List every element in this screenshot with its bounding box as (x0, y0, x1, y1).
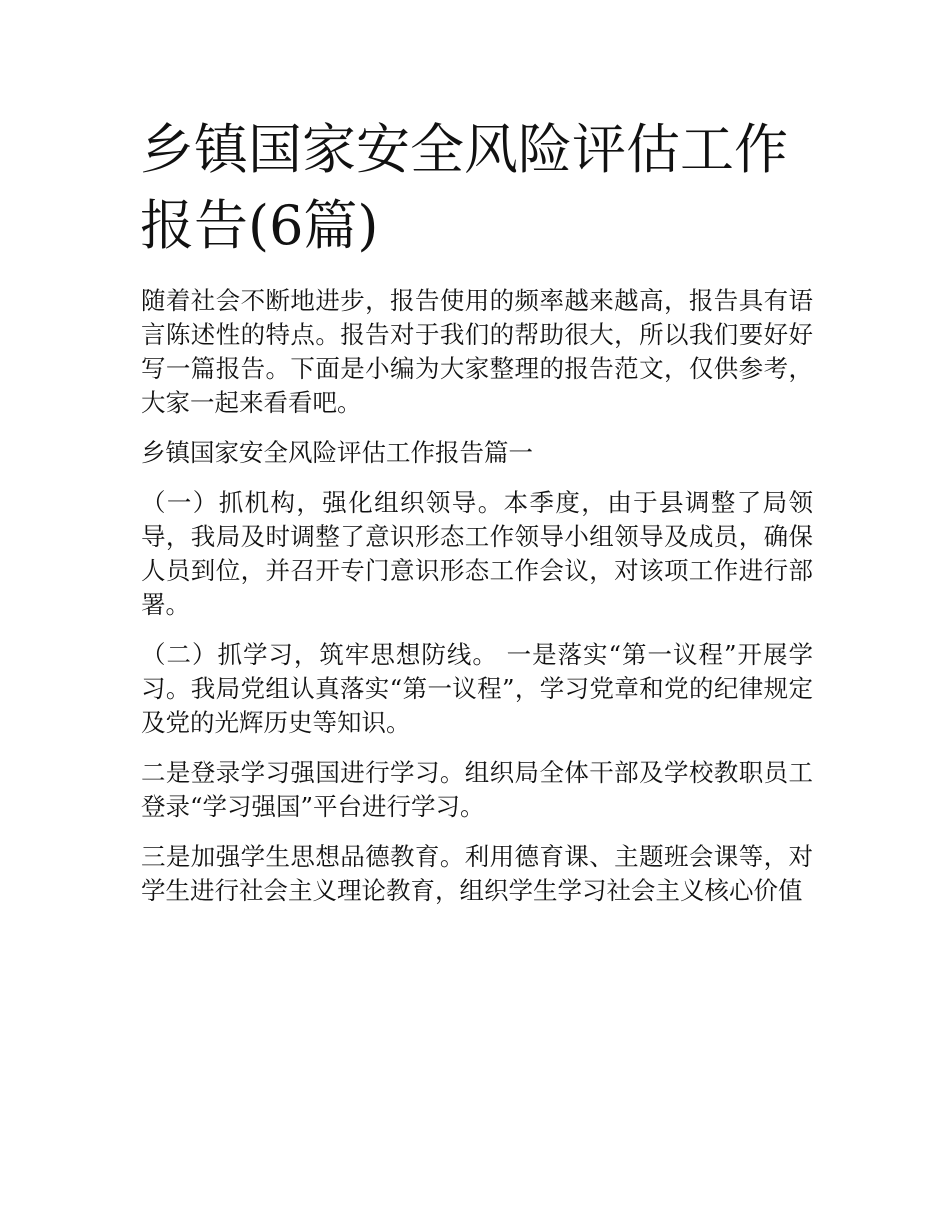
section-heading: 乡镇国家安全风险评估工作报告篇一 (141, 438, 533, 467)
intro-paragraph: 随着社会不断地进步，报告使用的频率越来越高，报告具有语言陈述性的特点。报告对于我们的帮助很大，所以我们要好好写一篇报告。下面是小编为大家整理的报告范文，仅供参考，大家一起来看看吧。 (141, 286, 813, 417)
body-paragraph: 三是加强学生思想品德教育。利用德育课、主题班会课等，对学生进行社会主义理论教育，组织学生学习社会主义核心价值 (141, 842, 813, 905)
body-paragraph: 二是登录学习强国进行学习。组织局全体干部及学校教职员工登录“学习强国”平台进行学习。 (141, 758, 813, 821)
body-paragraph: （二）抓学习，筑牢思想防线。 一是落实“第一议程”开展学习。我局党组认真落实“第一议程”，学习党章和党的纪律规定及党的光辉历史等知识。 (141, 640, 813, 737)
document-body (141, 284, 813, 924)
document-title: 乡镇国家安全风险评估工作报告(6篇) (140, 118, 788, 257)
body-paragraph: （一）抓机构，强化组织领导。本季度，由于县调整了局领导，我局及时调整了意识形态工作领导小组领导及成员，确保人员到位，并召开专门意识形态工作会议，对该项工作进行部署。 (141, 488, 813, 619)
